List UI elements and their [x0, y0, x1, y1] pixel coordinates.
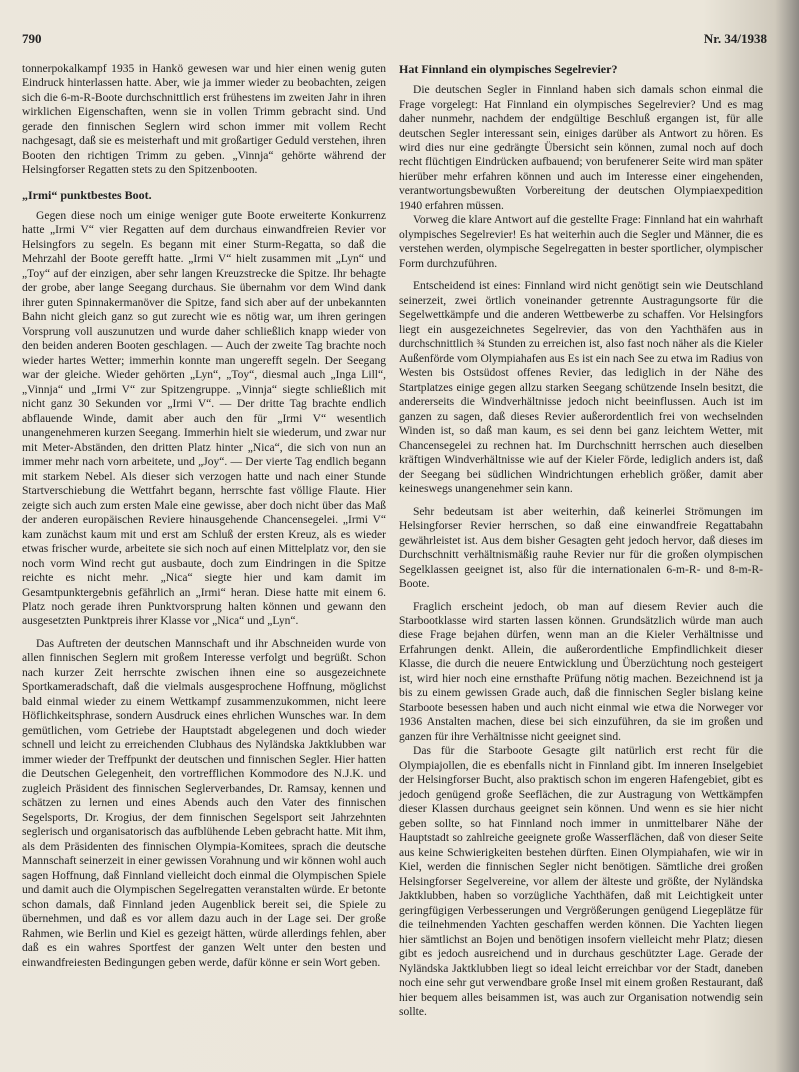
paragraph: Gegen diese noch um einige weniger gute Boote erweiterte Konkurrenz hatte „Irmi V“ vier Regatten auf dem durchaus einwandfreien Revier vor Helsingfors zu segeln. Es begann mit einer Sturm-Regatta, so daß die Mehrzahl der Boote gerefft hatte. „Irmi V“ hielt zusammen mit „Lyn“ und „Toy“ auf der einzigen, aber sehr langen Kreuzstrecke die Spitze. Ihr behagte der grobe, aber lange Seegang durchaus. Sie übernahm vor dem Wind dank ihrer guten Spinnakermanöver die Spitze, fand sich aber auf der unbekannten Bahn nicht gleich ganz so gut zurecht wie es nötig war, um ihren geringen Vorsprung voll auszunutzen und wurde daher schließlich knapp wieder von den beiden anderen Booten geschlagen. — Auch der zweite Tag brachte noch wieder hartes Wetter; immerhin konnte man ungerefft segeln. Der Seegang war der gleiche. Wieder gehörten „Lyn“, „Toy“, diesmal auch „Inga Lill“, „Vinnja“ und „Irmi V“ zur Spitzengruppe. „Vinnja“ siegte schließlich mit nicht ganz 30 Sekunden vor „Irmi V“. — Der dritte Tag brachte endlich abflauende Winde, damit aber auch den für „Irmi V“ wesentlich unangenehmeren kurzen Seegang. Immerhin hielt sie wiederum, und zwar nur mit Meter-Abständen, den dritten Platz hinter „Nica“, die sich von nun an immer mehr nach vorn arbeitete, und „Joy“. — Der vierte Tag endlich begann mit starkem Nebel. Als dieser sich verzogen hatte und nach einer Stunde Startverschiebung die Wettfahrt begann, herrschte fast völlige Flaute. Hier zeigte sich auch zum ersten Male eine gewisse, aber doch nicht über das Maß der anderen europäischen Reviere hinausgehende Chancensegelei. „Irmi V“ kam zunächst kaum mit und erst am Schluß der ersten Kreuz, als es wieder etwas frischer wurde, arbeitete sie sich noch auf einen Mittelplatz vor, den sie noch vorm Wind recht gut ausbaute, doch zum Eindringen in die Spitze reichte es nicht mehr. „Nica“ siegte hier und kam damit im Gesamtpunktergebnis gefährlich an „Irmi“ heran. Diese hatte mit einem 6. Platz noch gerade ihren Punktvorsprung halten können und gewann den ausgesetzten Punktpreis ihrer Klasse vor „Nica“ und „Lyn“.: [22, 209, 386, 628]
section-heading: Hat Finnland ein olympisches Segelrevier?: [399, 62, 618, 76]
paragraph: Entscheidend ist eines: Finnland wird nicht genötigt sein wie Deutschland seinerzeit, zwei örtlich voneinander getrennte Austragungsorte für die Segelwettkämpfe und die anderen Wettbewerbe zu schaffen. Vor Helsingfors liegt ein ausgezeichnetes Segelrevier, das von den Yachthäfen aus in durchschnittlich ¾ Stunden zu erreichen ist, also fast noch näher als die Kieler Außenförde vom Olympiahafen aus Es ist ein nach See zu etwa im Radius von Westen bis Ostsüdost offenes Revier, das lediglich in der Nähe des Startplatzes einige gegen allzu starken Seegang schützende Inseln besitzt, die andererseits die Windverhältnisse jedoch nicht beeinflussen. Auch ist im ganzen zu sagen, daß dieses Revier außerordentlich frei von wechselnden Winden ist, so daß man kaum, es sei denn bei ganz leichtem Wetter, mit Chancensegelei zu rechnen hat. Im Durchschnitt herrschen auch dieselben kräftigen Windverhältnisse wie auf der Kieler Förde, lediglich anders ist, daß der Seegang bei südlichen Windrichtungen erheblich größer, damit aber keineswegs unangenehmer sein kann.: [399, 280, 763, 496]
page-number: 790: [22, 31, 42, 46]
right-column: [399, 62, 763, 1020]
paragraph: Vorweg die klare Antwort auf die gestellte Frage: Finnland hat ein wahrhaft olympisches Segelrevier! Es hat weiterhin auch die Segler und Männer, die es verstehen werden, olympische Segelregatten in bester sportlicher, olympischer Form durchzuführen.: [399, 214, 763, 270]
paragraph: Das Auftreten der deutschen Mannschaft und ihr Abschneiden wurde von allen finnischen Seglern mit großem Interesse verfolgt und begrüßt. Schon nach kurzer Zeit herrschte zwischen ihnen eine so ausgezeichnete Sportkameradschaft, daß die vielmals ausgesprochene Hoffnung, möglichst bald einmal wieder zu einem Wettkampf zusammenzukommen, nicht leere Höflichkeitsphrase, sondern Ausdruck eines ehrlichen Wunsches war. In dem gemütlichen, vom Getriebe der Hauptstadt abgelegenen und doch wieder schnell und leicht zu erreichenden Clubhaus des Nyländska Jaktklubben war immer wieder der Treffpunkt der deutschen und finnischen Segler. Hier hatten die Deutschen Gelegenheit, den vortrefflichen Kommodore des N.J.K. und zugleich Präsident des finnischen Seglerverbandes, Dr. Ramsay, kennen und schätzen zu lernen und eines Abends auch den Vater des finnischen Segelsports, Dr. Krogius, der dem finnischen Segelsport seit Jahrzehnten seglerisch und organisatorisch das aufblühende Leben gebracht hatte. Mit ihm, als dem Präsidenten des finnischen Olympia-Komitees, sprach die deutsche Mannschaft seinerzeit in einer gewissen Vorahnung und wir können wohl auch sagen Hoffnung, daß Finnland vielleicht doch einmal die Olympischen Spiele und damit auch die Olympischen Segelregatten veranstalten würde. Er betonte schon damals, daß Finnland jeden Augenblick bereit sei, die Spiele zu übernehmen, und daß es vor allem dazu auch in der Lage sei. Der große Rahmen, wie Berlin und Kiel es gezeigt hätten, würde allerdings fehlen, aber daß es ein wahres Sportfest der ganzen Welt unter den besten und einwandfreiesten Bedingungen geben werde, dafür könne er sein Wort geben.: [22, 637, 386, 969]
paragraph: Sehr bedeutsam ist aber weiterhin, daß keinerlei Strömungen im Helsingforser Revier herrschen, so daß eine einwandfreie Regattabahn gewährleistet ist. Aus dem bisher Gesagten geht jedoch hervor, daß dieses im Durchschnitt verhältnismäßig rauhe Revier nur für die großen olympischen Segelklassen geeignet ist, also für die internationalen 6-m-R- und 8-m-R-Boote.: [399, 505, 763, 591]
left-column: [22, 62, 386, 970]
issue-number: Nr. 34/1938: [703, 31, 767, 46]
paragraph: Fraglich erscheint jedoch, ob man auf diesem Revier auch die Starbootklasse wird starten lassen können. Grundsätzlich würde man auch diese Frage bejahen dürfen, wenn man an die Kieler Verhältnisse und Erfahrungen denkt. Allein, die außerordentliche Empfindlichkeit dieser Klasse, die durch die neuere Entwicklung und Überzüchtung noch gesteigert ist, wird hier noch eine ernsthafte Prüfung nötig machen. Bezeichnend ist ja bis zu einem gewissen Grade auch, daß die finnischen Segler bislang keine Starboote besessen haben und auch nicht einmal wie etwa die Norweger vor 1936 Anstalten machen, diese bei sich einzuführen, da sie im großen und ganzen für ihre Verhältnisse nicht geeignet sind.: [399, 600, 763, 743]
paragraph: tonnerpokalkampf 1935 in Hankö gewesen war und hier einen wenig guten Eindruck hinterlassen hatte. Aber, wie ja immer wieder zu beobachten, zeigen sich die 6-m-R-Boote durchschnittlich erst frühestens im zweiten Jahr in ihren wirklichen Eigenschaften, wenn sie in vollen Trimm gebracht sind. Und gerade den finnischen Seglern wird schon immer mit vollem Recht nachgesagt, daß sie es meisterhaft und mit großartiger Geduld verstehen, ihren Booten den richtigen Trimm zu geben. „Vinnja“ gehörte während der Helsingforser Regatten stets zu den Spitzenbooten.: [22, 63, 386, 177]
paragraph: Das für die Starboote Gesagte gilt natürlich erst recht für die Olympiajollen, die es ebenfalls nicht in Finnland gibt. Im inneren Inselgebiet der Helsingforser Bucht, also praktisch schon im engeren Hafengebiet, gibt es jedoch genügend große Seeflächen, die zur Austragung von Wettkämpfen dieser Klassen durchaus geeignet sein können. Und wenn es sie hier nicht geben sollte, so hat Finnland noch immer in unmittelbarer Nähe der Hauptstadt so zahlreiche geeignete große Wasserflächen, daß von dieser Seite aus keine Schwierigkeiten bestehen dürften. Einen Olympiahafen, wie wir in Kiel, werden die finnischen Segler nicht benötigen. Sämtliche drei großen Helsingforser Segelvereine, vor allem der älteste und größte, der Nyländska Jaktklubben, haben so vorzügliche Yachthäfen, daß mit Leichtigkeit unter geringfügigen Verbesserungen und Vergrößerungen genügend Liegeplätze für die teilnehmenden Yachten geschaffen werden können. Die Yachten liegen hier sämtlichst an Bojen und benötigen insofern vielleicht mehr Platz; diesen gibt es jedoch ausreichend und in durchaus geschützter Lage. Gerade der Nyländska Jaktklubben liegt so ideal leicht erreichbar vor der Stadt, daneben noch eine sehr gut verwendbare große Insel mit einem großen Restaurant, daß hier bequem alles beisammen ist, was auch zur Organisation notwendig sein sollte.: [399, 745, 763, 1019]
section-heading: „Irmi“ punktbestes Boot.: [22, 187, 152, 202]
paragraph: Die deutschen Segler in Finnland haben sich damals schon einmal die Frage vorgelegt: Hat Finnland ein olympisches Segelrevier? Und es mag daher nunmehr, nachdem der endgültige Beschluß ergangen ist, für alle deutschen Segler interessant sein, einiges darüber als Antwort zu hören. Es wird dies nur eine gedrängte Übersicht sein können, zumal noch auf doch recht flüchtigen Eindrücken aufbauend; von berufenerer Seite wird man später hierüber mehr erfahren können und auch im Interesse einer eingehenden, verantwortungsbewußten Vorbereitung der deutschen Olympiaexpedition 1940 erfahren müssen.: [399, 84, 763, 212]
